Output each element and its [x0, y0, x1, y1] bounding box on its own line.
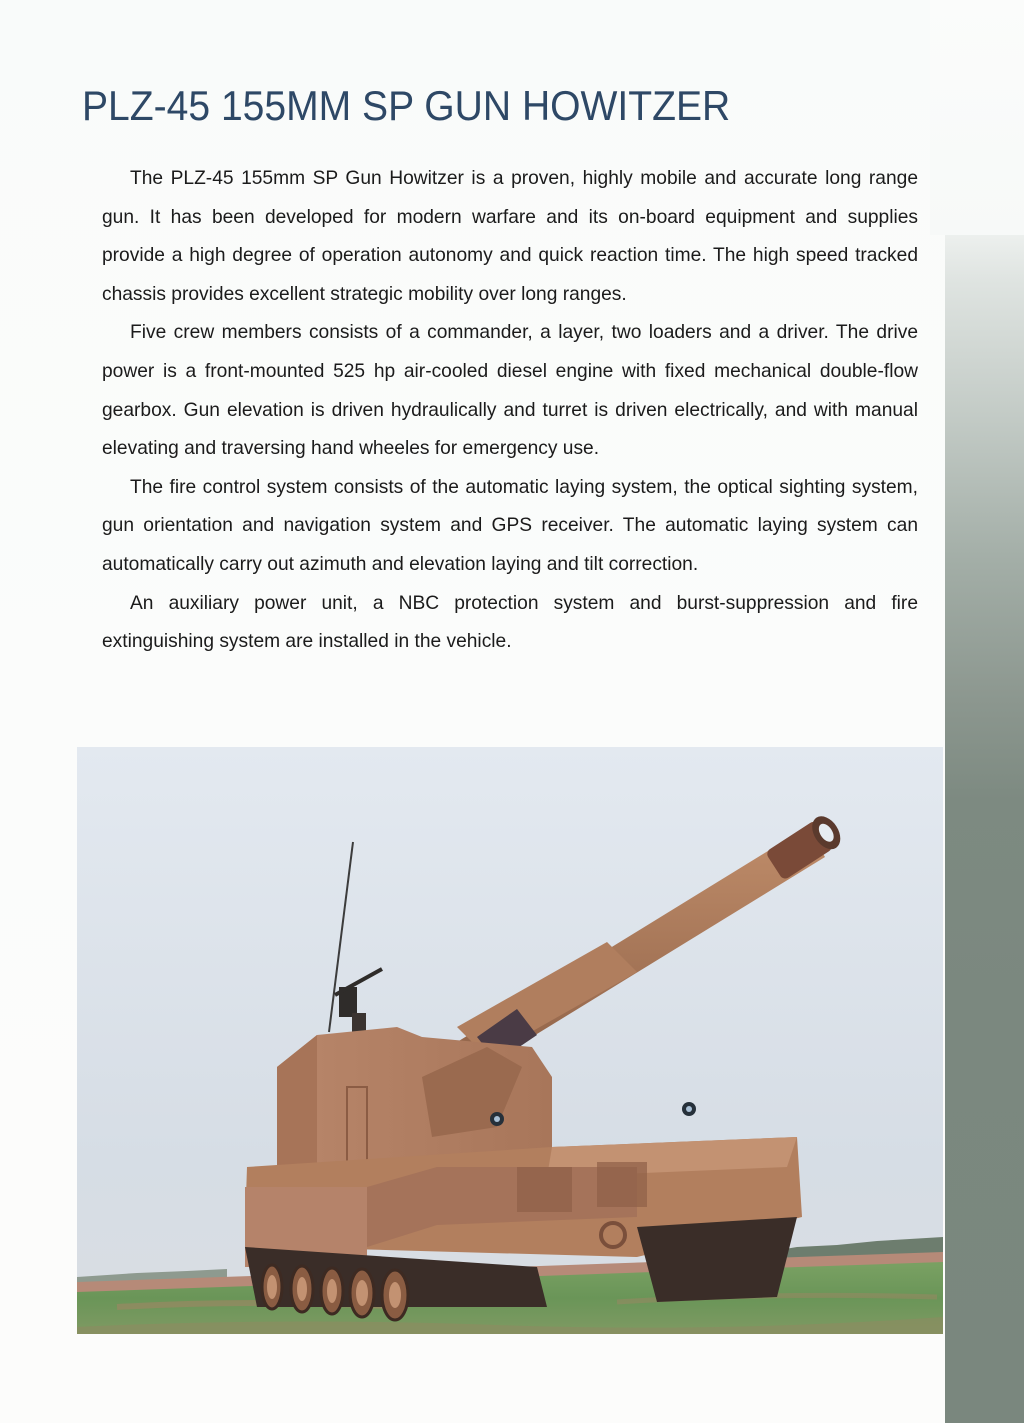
page-title: PLZ-45 155MM SP GUN HOWITZER	[82, 82, 731, 129]
side-strip-top-fade	[930, 0, 1024, 235]
paragraph-crew: Five crew members consists of a commander, a layer, two loaders and a driver. The drive power is a front-mounted 525 hp air-cooled diesel engine with fixed mechanical double-flow gearbox. Gun elevation is driven hydraulically and turret is driven electrically, and with manual elevating and traversing hand wheeles for emergency use.	[102, 322, 918, 460]
paragraph-intro: The PLZ-45 155mm SP Gun Howitzer is a proven, highly mobile and accurate long range gun. It has been developed for modern warfare and its on-board equipment and supplies provide a high degree of operation autonomy and quick reaction time. The high speed tracked chassis provides excellent strategic mobility over long ranges.	[102, 168, 918, 305]
paragraph-auxiliary: An auxiliary power unit, a NBC protection system and burst-suppression and fire extinguishing system are installed in the vehicle.	[102, 592, 918, 653]
body-text	[102, 160, 918, 662]
howitzer-illustration	[77, 747, 943, 1334]
howitzer-photo	[77, 747, 943, 1334]
paragraph-fire-control: The fire control system consists of the automatic laying system, the optical sighting system, gun orientation and navigation system and GPS receiver. The automatic laying system can automatically carry out azimuth and elevation laying and tilt correction.	[102, 476, 918, 575]
